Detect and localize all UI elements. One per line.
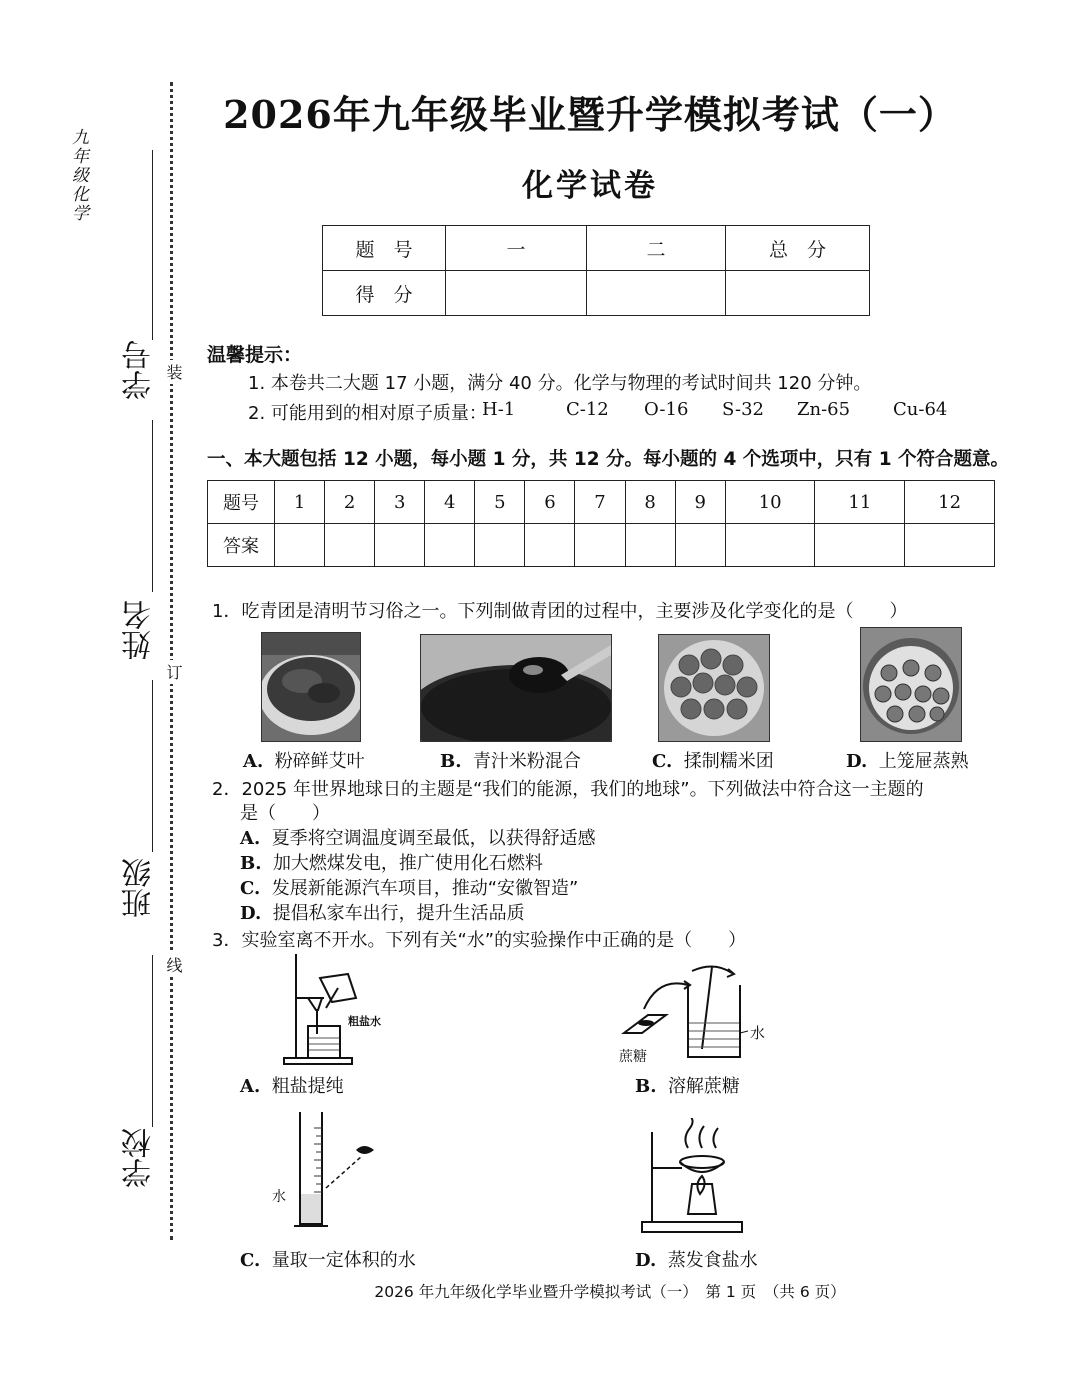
option-letter: B. [440,751,462,772]
atomic-mass: O-16 [644,399,689,420]
section-1-heading: 一、本大题包括 12 小题，每小题 1 分，共 12 分。每小题的 4 个选项中，只有 1 个符合题意。 [207,449,1010,470]
side-subject-label: 九年级化学 [68,128,88,223]
bind-char-zhuang: 装 [162,360,185,384]
exam-subtitle: 化学试卷 [522,168,658,204]
option-text: 溶解蔗糖 [667,1076,740,1097]
score-table-score-row [323,271,870,316]
question-number-cell: 11 [815,481,905,524]
question-number-cell: 6 [525,481,575,524]
option-text: 青汁米粉混合 [472,751,581,772]
option-text: 揉制糯米团 [683,751,774,772]
option-letter: A. [243,751,264,772]
score-table-cell: 一 [446,226,587,271]
answer-input-cell[interactable] [675,524,725,567]
option-letter: C. [240,878,261,899]
score-table [322,225,870,316]
atomic-mass: H-1 [482,399,516,420]
q2-option-d[interactable] [240,899,525,925]
evaporation-apparatus-icon [638,1118,748,1234]
answer-input-cell[interactable] [275,524,325,567]
option-letter: B. [240,853,262,874]
option-letter: C. [240,1250,261,1271]
option-text: 粗盐提纯 [271,1076,344,1097]
q2-option-a[interactable] [240,824,596,850]
score-table-header-row [323,226,870,271]
option-text: 加大燃煤发电，推广使用化石燃料 [272,853,543,874]
option-text: 粉碎鲜艾叶 [274,751,365,772]
q2-stem-line-2: 是（ ） [240,803,330,824]
q1-option-b[interactable] [440,747,581,773]
question-number-cell: 7 [575,481,625,524]
green-juice-image [421,635,611,741]
tips-title: 温馨提示： [207,344,303,366]
option-letter: D. [846,751,868,772]
steaming-image [861,628,961,741]
bind-char-xian: 线 [162,953,185,977]
answer-table-number-row [208,481,995,524]
school-underline [152,955,153,1127]
answer-input-cell[interactable] [575,524,625,567]
rice-balls-image [659,635,769,741]
atomic-mass: S-32 [722,399,764,420]
question-number-cell: 10 [725,481,815,524]
option-text: 夏季将空调温度调至最低，以获得舒适感 [271,828,596,849]
question-number-cell: 9 [675,481,725,524]
option-text: 上笼屉蒸熟 [878,751,969,772]
atomic-mass: Zn-65 [797,399,851,420]
bind-char-ding: 订 [162,660,185,684]
option-letter: A. [240,828,261,849]
question-number-cell: 12 [905,481,995,524]
label-sucrose: 蔗糖 [619,1049,647,1065]
graduated-cylinder-icon [292,1108,382,1232]
q1-photo-a-mugwort [261,632,361,742]
score-table-cell: 总 分 [726,226,870,271]
option-text: 量取一定体积的水 [271,1250,416,1271]
score-input-cell[interactable] [587,271,726,316]
option-letter: A. [240,1076,261,1097]
answer-table-answer-row [208,524,995,567]
answer-input-cell[interactable] [425,524,475,567]
q2-option-c[interactable] [240,874,578,900]
name-underline [152,420,153,592]
score-input-cell[interactable] [726,271,870,316]
filtration-apparatus-icon [278,950,398,1068]
score-table-cell: 得 分 [323,271,446,316]
label-water: 水 [750,1024,766,1042]
question-number-cell: 2 [325,481,375,524]
question-number-cell: 1 [275,481,325,524]
option-letter: D. [240,903,262,924]
student-id-underline [152,150,153,340]
student-id-label: 学号 [122,340,157,400]
q3-option-d[interactable] [635,1246,758,1272]
answer-input-cell[interactable] [625,524,675,567]
answer-input-cell[interactable] [905,524,995,567]
question-number-cell: 3 [375,481,425,524]
answer-table-header-label: 题号 [208,481,275,524]
mugwort-image [262,633,360,741]
q1-stem: 1．吃青团是清明节习俗之一。下列制做青团的过程中，主要涉及化学变化的是（ ） [212,601,908,622]
q3-option-c[interactable] [240,1246,416,1272]
answer-input-cell[interactable] [475,524,525,567]
answer-table [207,480,995,567]
tip-item-2-prefix: 2. 可能用到的相对原子质量： [248,403,487,424]
question-number-cell: 4 [425,481,475,524]
option-letter: D. [635,1250,657,1271]
q2-option-b[interactable] [240,849,543,875]
exam-title: 2026年九年级毕业暨升学模拟考试（一） [223,92,957,137]
option-letter: B. [635,1076,657,1097]
score-table-cell: 题 号 [323,226,446,271]
q3-stem: 3．实验室离不开水。下列有关“水”的实验操作中正确的是（ ） [212,930,747,951]
label-salt-water: 粗盐水 [348,1015,381,1028]
q2-stem-line-1: 2．2025 年世界地球日的主题是“我们的能源，我们的地球”。下列做法中符合这一主题的 [212,779,924,800]
q1-option-a[interactable] [243,747,365,773]
tip-item-1: 1. 本卷共二大题 17 小题，满分 40 分。化学与物理的考试时间共 120 分钟。 [248,373,872,394]
name-label: 姓名 [122,600,157,660]
q3-option-a[interactable] [240,1072,344,1098]
atomic-mass: C-12 [566,399,609,420]
option-letter: C. [652,751,673,772]
answer-input-cell[interactable] [375,524,425,567]
class-label: 班级 [122,858,157,918]
option-text: 发展新能源汽车项目，推动“安徽智造” [271,878,579,899]
question-number-cell: 8 [625,481,675,524]
option-text: 蒸发食盐水 [667,1250,758,1271]
option-text: 提倡私家车出行，提升生活品质 [272,903,525,924]
label-water-cylinder: 水 [272,1189,286,1205]
answer-input-cell[interactable] [815,524,905,567]
q1-photo-d-steaming [860,627,962,742]
answer-input-cell[interactable] [525,524,575,567]
q1-photo-c-rice-balls [658,634,770,742]
score-table-cell: 二 [587,226,726,271]
answer-input-cell[interactable] [725,524,815,567]
class-underline [152,680,153,852]
q1-option-d[interactable] [846,747,969,773]
atomic-mass: Cu-64 [893,399,948,420]
answer-table-answer-label: 答案 [208,524,275,567]
answer-input-cell[interactable] [325,524,375,567]
question-number-cell: 5 [475,481,525,524]
q1-option-c[interactable] [652,747,774,773]
score-input-cell[interactable] [446,271,587,316]
page-footer: 2026 年九年级化学毕业暨升学模拟考试（一） 第 1 页 （共 6 页） [374,1283,846,1301]
school-label: 学校 [122,1128,157,1188]
q1-photo-b-green-juice [420,634,612,742]
q3-option-b[interactable] [635,1072,740,1098]
